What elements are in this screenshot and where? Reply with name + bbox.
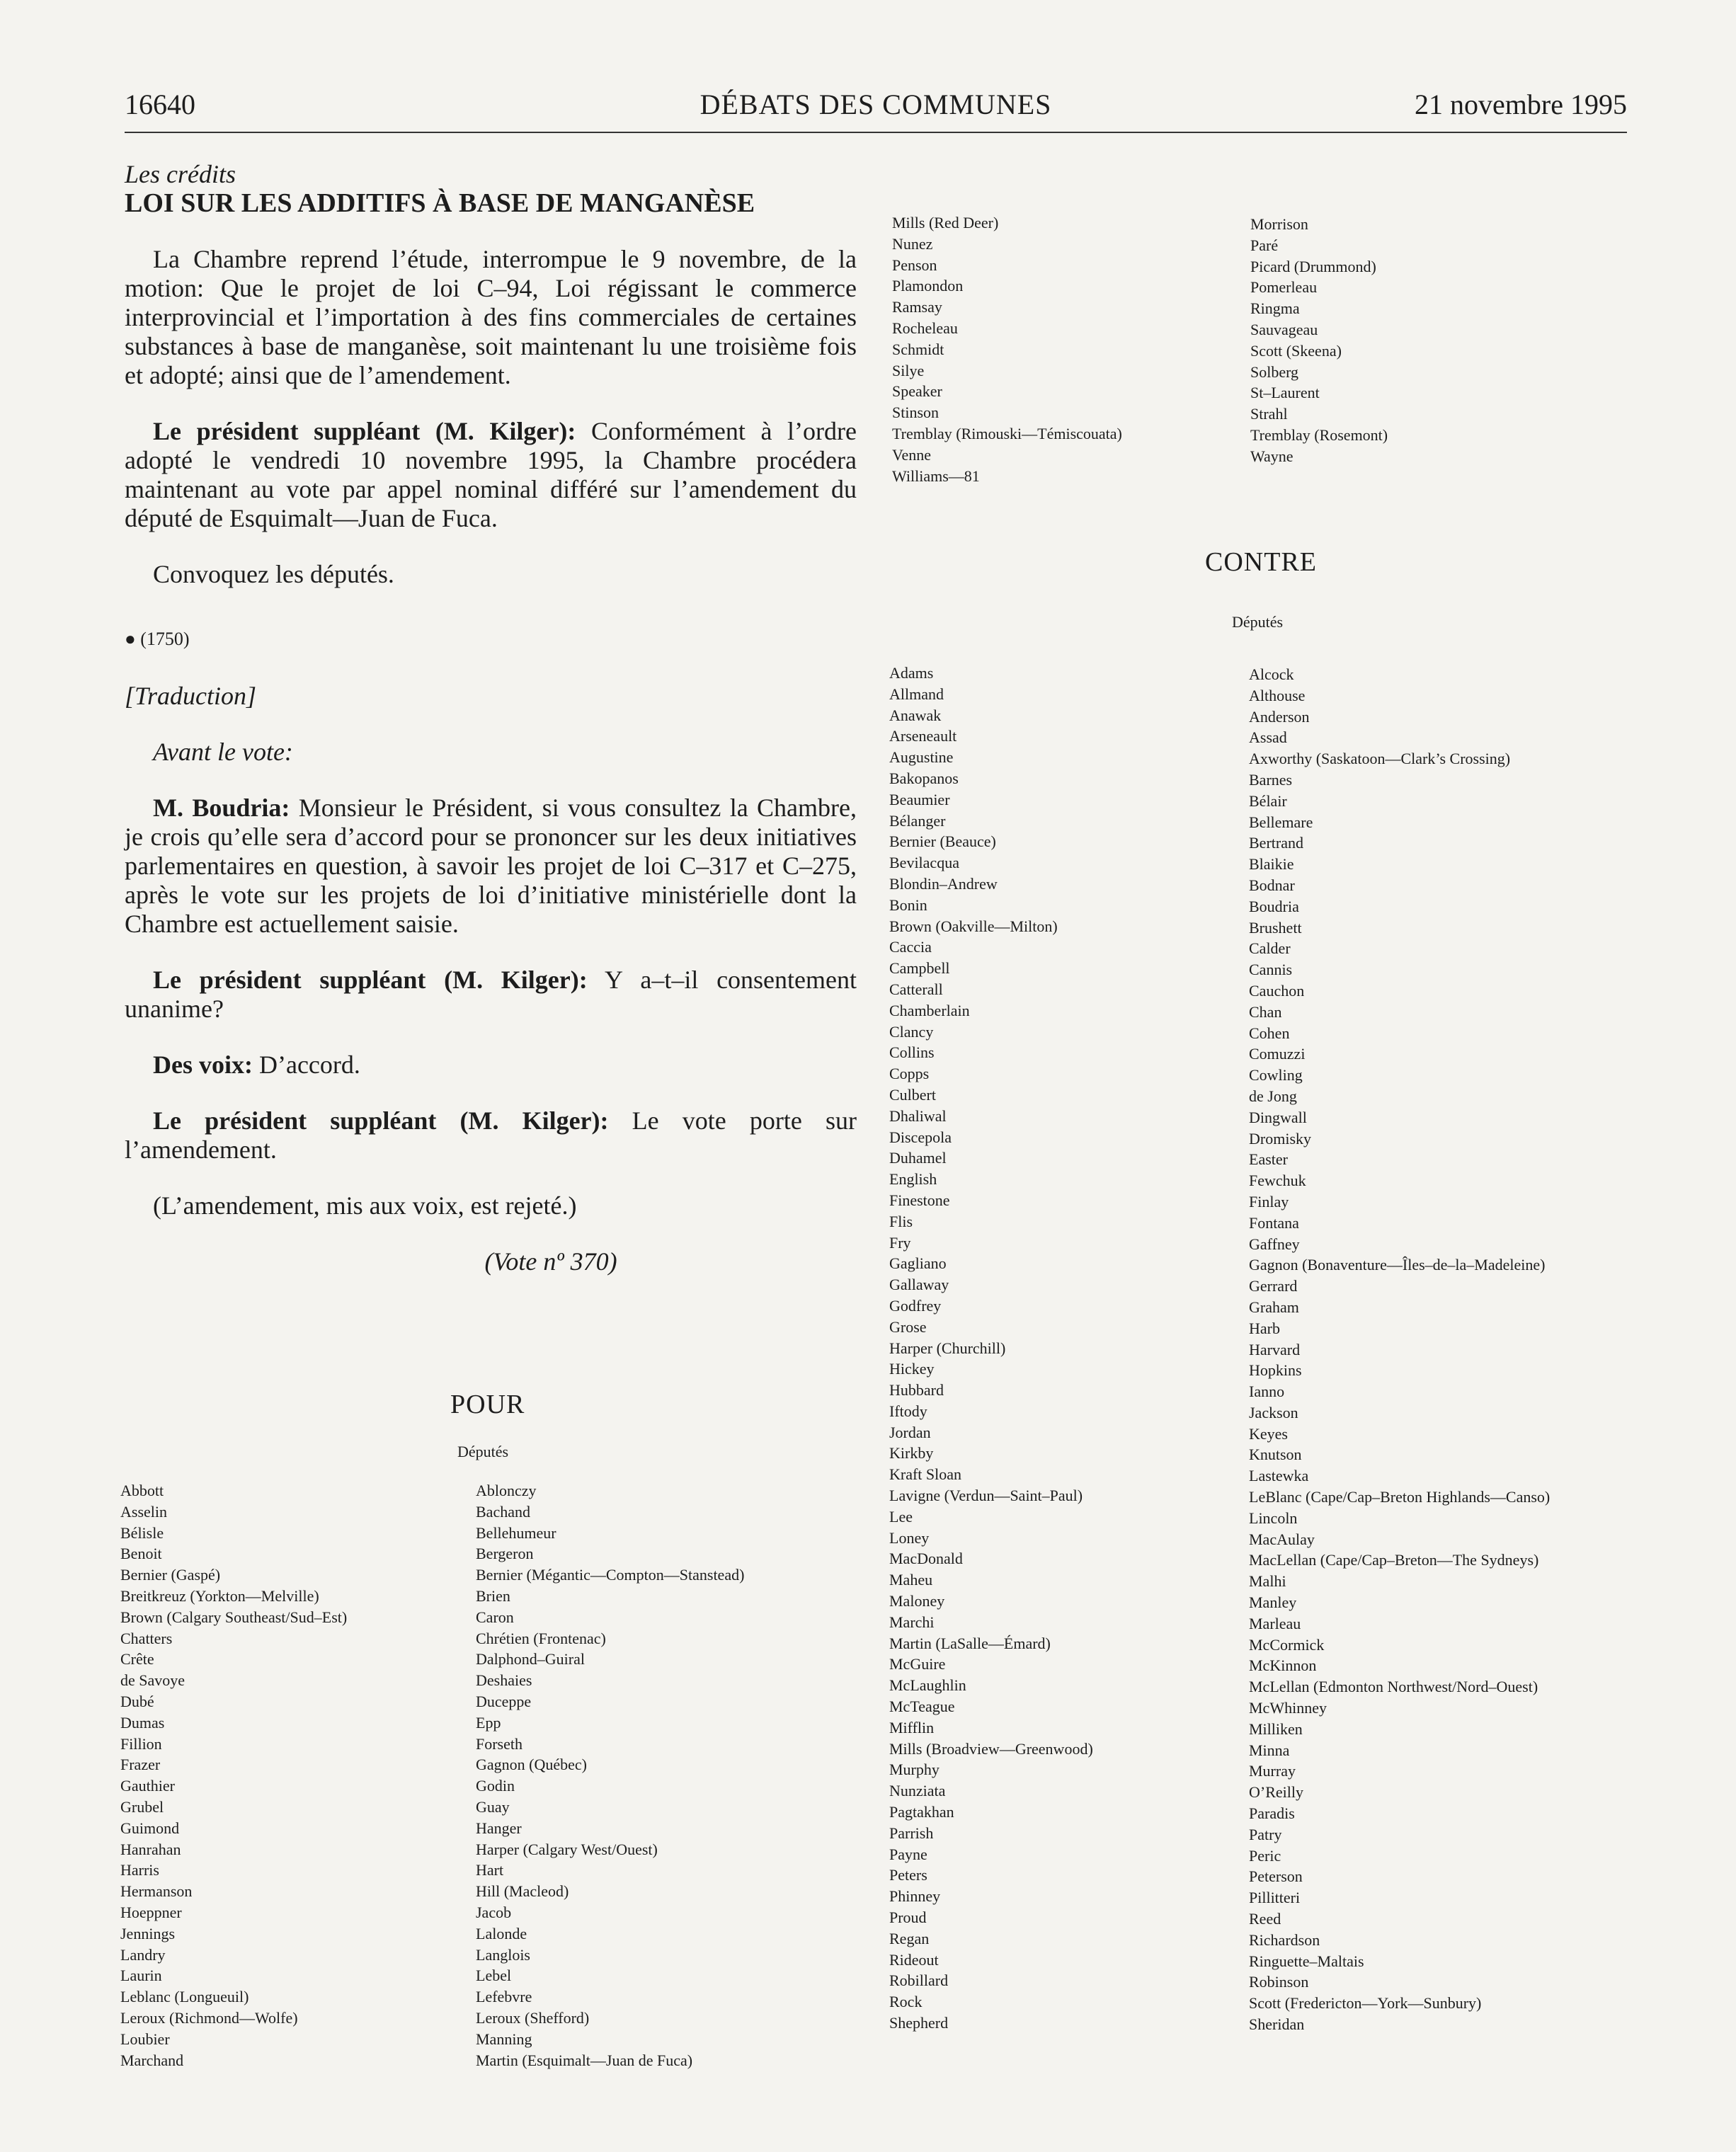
member-name: Assad (1249, 728, 1287, 747)
member-name: Leroux (Richmond—Wolfe) (120, 2008, 298, 2027)
member-name: Sauvageau (1250, 320, 1318, 338)
member-name: Deshaies (476, 1671, 532, 1690)
member-name: Ablonczy (476, 1482, 537, 1499)
member-name: Rock (889, 1993, 923, 2011)
member-name: Augustine (889, 748, 954, 767)
member-name: Plamondon (892, 277, 964, 295)
member-name: Maloney (889, 1592, 945, 1610)
member-name: McGuire (889, 1655, 946, 1673)
member-name: Lebel (476, 1967, 512, 1985)
member-name: Scott (Skeena) (1250, 341, 1342, 360)
member-name: Boudria (1249, 897, 1299, 915)
member-name: Duceppe (476, 1692, 532, 1710)
member-name: Gagliano (889, 1254, 947, 1273)
member-name: MacDonald (889, 1550, 963, 1568)
pour-subheading: Députés (457, 1443, 509, 1460)
member-name: Calder (1249, 939, 1291, 958)
member-name: Martin (LaSalle—Émard) (889, 1634, 1051, 1652)
member-name: Jennings (120, 1924, 175, 1942)
member-name: McLellan (Edmonton Northwest/Nord–Ouest) (1249, 1678, 1538, 1696)
member-name: Gerrard (1249, 1277, 1298, 1295)
member-name: Alcock (1249, 665, 1294, 683)
member-name: Dingwall (1249, 1108, 1307, 1126)
member-name: Ringma (1250, 299, 1300, 318)
member-name: Anawak (889, 706, 942, 724)
member-name: Harvard (1249, 1340, 1301, 1358)
pour-column-4 (1250, 214, 1388, 467)
member-name: Kraft Sloan (889, 1465, 962, 1484)
member-name: Godfrey (889, 1296, 942, 1315)
member-name: Breitkreuz (Yorkton—Melville) (120, 1586, 319, 1605)
member-name: Chan (1249, 1002, 1282, 1021)
member-name: Crête (120, 1650, 154, 1669)
member-name: Gallaway (889, 1276, 949, 1294)
member-name: Benoit (120, 1545, 162, 1563)
pour-column-3 (892, 212, 1122, 486)
member-name: Bellemare (1249, 813, 1313, 831)
member-name: Murray (1249, 1762, 1296, 1780)
member-name: Brown (Calgary Southeast/Sud–Est) (120, 1608, 348, 1626)
member-name: Parrish (889, 1824, 934, 1842)
member-name: Rocheleau (892, 319, 958, 337)
bill-heading: LOI SUR LES ADDITIFS À BASE DE MANGANÈSE (125, 188, 755, 218)
member-name: Finestone (889, 1191, 950, 1209)
debate-text (125, 160, 857, 1276)
paragraph (125, 417, 857, 533)
member-name: Hill (Macleod) (476, 1882, 569, 1901)
member-name: Copps (889, 1065, 930, 1083)
member-name: Minna (1249, 1741, 1290, 1759)
member-name: Lee (889, 1507, 913, 1526)
member-name: Marleau (1249, 1614, 1301, 1632)
section-title: Les crédits (125, 160, 236, 188)
member-name: Arseneault (889, 727, 957, 745)
member-name: McKinnon (1249, 1656, 1317, 1675)
member-name: McWhinney (1249, 1699, 1327, 1717)
member-name: Dromisky (1249, 1129, 1311, 1147)
member-name: Godin (476, 1777, 515, 1795)
member-name: de Savoye (120, 1671, 185, 1690)
member-name: Leroux (Shefford) (476, 2008, 590, 2027)
timestamp (125, 624, 857, 653)
member-name: Dhaliwal (889, 1106, 947, 1125)
member-name: Grose (889, 1317, 927, 1336)
member-name: Mills (Broadview—Greenwood) (889, 1739, 1093, 1758)
member-name: Bakopanos (889, 769, 959, 787)
member-name: Hanger (476, 1819, 522, 1837)
member-name: Martin (Esquimalt—Juan de Fuca) (476, 2051, 693, 2069)
member-name: Dalphond–Guiral (476, 1650, 585, 1669)
member-name: Regan (889, 1929, 930, 1947)
member-name: Hubbard (889, 1381, 944, 1400)
member-name: Hart (476, 1861, 504, 1879)
member-name: Fillion (120, 1734, 162, 1753)
member-name: Venne (892, 445, 931, 464)
member-name: Nunez (892, 234, 933, 253)
member-name: Nunziata (889, 1782, 946, 1800)
member-name: Chatters (120, 1629, 173, 1647)
member-name: Robinson (1249, 1973, 1309, 1991)
member-name: Gauthier (120, 1777, 175, 1795)
paragraph (125, 794, 857, 939)
member-name: McTeague (889, 1698, 955, 1716)
member-name: LeBlanc (Cape/Cap–Breton Highlands—Canso) (1249, 1488, 1551, 1506)
member-name: Knutson (1249, 1446, 1302, 1464)
member-name: St–Laurent (1250, 384, 1320, 402)
member-name: Abbott (120, 1482, 164, 1499)
member-name: Solberg (1250, 362, 1299, 381)
member-name: Gaffney (1249, 1235, 1300, 1253)
member-name: Brown (Oakville—Milton) (889, 917, 1058, 935)
member-name: Bellehumeur (476, 1523, 556, 1542)
paragraph (125, 1106, 857, 1164)
member-name: MacLellan (Cape/Cap–Breton—The Sydneys) (1249, 1551, 1539, 1569)
member-name: Landry (120, 1945, 166, 1964)
member-name: Campbell (889, 959, 950, 978)
member-name: Lefebvre (476, 1988, 532, 2006)
paragraph: (L’amendement, mis aux voix, est rejeté.) (153, 1191, 577, 1220)
member-name: Silye (892, 361, 925, 379)
member-name: Fontana (1249, 1213, 1299, 1232)
member-name: Grubel (120, 1797, 164, 1816)
speaker-name: Le président suppléant (M. Kilger): (153, 966, 588, 994)
member-name: Hermanson (120, 1882, 193, 1901)
member-name: Discepola (889, 1128, 952, 1146)
member-name: Comuzzi (1249, 1045, 1306, 1063)
member-name: Loubier (120, 2030, 170, 2048)
contre-subheading: Députés (1232, 613, 1284, 631)
member-name: Kirkby (889, 1444, 934, 1463)
speech-text: Y a–t–il consentement unanime? (125, 966, 857, 1023)
member-name: McLaughlin (889, 1676, 966, 1695)
member-name: Forseth (476, 1734, 522, 1753)
member-name: Scott (Fredericton—York—Sunbury) (1249, 1994, 1482, 2013)
member-name: Iftody (889, 1402, 927, 1420)
member-name: Dubé (120, 1692, 154, 1710)
bullet-icon: ● (125, 629, 136, 649)
member-name: Bernier (Gaspé) (120, 1566, 221, 1584)
member-name: Asselin (120, 1502, 167, 1521)
member-name: Robillard (889, 1971, 949, 1990)
member-name: Mills (Red Deer) (892, 214, 999, 231)
speech-text: D’accord. (252, 1051, 360, 1079)
member-name: Loney (889, 1528, 930, 1547)
member-name: Jordan (889, 1423, 931, 1441)
member-name: Peters (889, 1866, 927, 1884)
member-name: Picard (Drummond) (1250, 257, 1376, 275)
member-name: Richardson (1249, 1930, 1320, 1949)
member-name: Tremblay (Rosemont) (1250, 425, 1388, 444)
member-name: Patry (1249, 1825, 1282, 1843)
member-name: Lastewka (1249, 1467, 1309, 1485)
member-name: Langlois (476, 1945, 530, 1964)
member-name: Peric (1249, 1846, 1281, 1865)
member-name: Paré (1250, 236, 1279, 254)
member-name: Hickey (889, 1360, 935, 1378)
member-name: Bachand (476, 1502, 530, 1521)
member-name: Payne (889, 1845, 927, 1863)
member-name: Penson (892, 256, 937, 274)
member-name: Lavigne (Verdun—Saint–Paul) (889, 1487, 1083, 1505)
speech-text: Conformément à l’ordre adopté le vendredi 10 novembre 1995, la Chambre procédera maintenant au vote par appel nominal différé sur l’amendement du député de Esquimalt—Juan de Fuca. (125, 417, 857, 532)
vote-number: (Vote nº 370) (484, 1247, 617, 1276)
member-name: Blaikie (1249, 855, 1294, 874)
member-name: Graham (1249, 1298, 1299, 1316)
member-name: Harper (Calgary West/Ouest) (476, 1840, 658, 1858)
member-name: Cohen (1249, 1024, 1290, 1042)
member-name: Bergeron (476, 1545, 534, 1563)
publication-title: DÉBATS DES COMMUNES (699, 88, 1052, 120)
member-name: Brushett (1249, 918, 1302, 937)
speaker-name: Le président suppléant (M. Kilger): (153, 417, 576, 445)
paragraph (125, 1051, 857, 1080)
speech-text: Monsieur le Président, si vous consultez la Chambre, je crois qu’elle sera d’accord pour se prononcer sur les deux initiatives parlementaires en question, à savoir les projet de loi C–317 et C–275, après le vote sur les projets de loi d’initiative ministérielle dont la Chambre est actuellement saisie. (125, 794, 857, 938)
translation-note: [Traduction] (125, 682, 257, 710)
member-name: Hanrahan (120, 1840, 181, 1858)
member-name: Guimond (120, 1819, 180, 1837)
member-name: Bernier (Beauce) (889, 832, 996, 851)
member-name: Bélair (1249, 791, 1287, 810)
member-name: Speaker (892, 382, 942, 401)
member-name: Bevilacqua (889, 854, 959, 872)
member-name: Phinney (889, 1887, 941, 1906)
member-name: Manley (1249, 1593, 1297, 1612)
member-name: Gagnon (Bonaventure—Îles–de–la–Madeleine) (1249, 1256, 1546, 1274)
speaker-name: Le président suppléant (M. Kilger): (153, 1106, 609, 1135)
page-header (125, 86, 1627, 133)
publication-date: 21 novembre 1995 (1415, 88, 1627, 120)
member-name: Duhamel (889, 1149, 947, 1167)
member-name: Tremblay (Rimouski—Témiscouata) (892, 424, 1122, 442)
member-name: Sheridan (1249, 2015, 1305, 2033)
member-name: English (889, 1170, 937, 1189)
member-name: Clancy (889, 1022, 934, 1041)
member-name: Culbert (889, 1085, 936, 1104)
speaker-name: M. Boudria: (153, 794, 290, 822)
member-name: Cowling (1249, 1066, 1303, 1084)
member-name: Cannis (1249, 961, 1293, 979)
member-name: Beaumier (889, 790, 950, 808)
member-name: Milliken (1249, 1719, 1303, 1738)
member-name: Lalonde (476, 1924, 527, 1942)
member-name: Bertrand (1249, 834, 1303, 852)
member-name: Epp (476, 1713, 501, 1732)
member-name: Maheu (889, 1571, 933, 1589)
member-name: McCormick (1249, 1635, 1325, 1654)
paragraph (125, 966, 857, 1024)
member-name: Allmand (889, 685, 944, 703)
member-name: Frazer (120, 1756, 161, 1774)
member-name: Chamberlain (889, 1001, 970, 1019)
member-name: Wayne (1250, 447, 1294, 465)
member-name: Peterson (1249, 1867, 1303, 1886)
contre-column-2 (1249, 664, 1550, 2035)
member-name: Shepherd (889, 2014, 949, 2032)
member-name: Stinson (892, 404, 940, 422)
member-name: Fry (889, 1233, 911, 1252)
contre-column-1 (889, 663, 1093, 2034)
paragraph: La Chambre reprend l’étude, interrompue le 9 novembre, de la motion: Que le projet de loi C–94, Loi régissant le commerce interprovincial et l’importation à des fins commerciales de certaines substances à base de manganèse, soit maintenant lu une troisième fois et adopté; ainsi que de l’amendement. (125, 245, 857, 389)
member-name: Lincoln (1249, 1509, 1298, 1527)
member-name: Harper (Churchill) (889, 1339, 1006, 1357)
contre-heading: CONTRE (1205, 547, 1317, 577)
page-number: 16640 (125, 88, 195, 120)
member-name: Hoeppner (120, 1903, 182, 1921)
member-name: Althouse (1249, 686, 1306, 704)
member-name: Malhi (1249, 1572, 1286, 1591)
member-name: Barnes (1249, 770, 1293, 789)
member-name: Jacob (476, 1903, 512, 1921)
member-name: Murphy (889, 1761, 940, 1779)
member-name: Strahl (1250, 405, 1288, 423)
member-name: Caccia (889, 938, 932, 956)
member-name: Adams (889, 664, 934, 682)
member-name: Leblanc (Longueuil) (120, 1988, 249, 2006)
member-name: Easter (1249, 1150, 1288, 1169)
member-name: Pagtakhan (889, 1803, 954, 1821)
member-name: Harb (1249, 1319, 1280, 1337)
member-name: Brien (476, 1586, 510, 1605)
member-name: Dumas (120, 1713, 165, 1732)
member-name: Harris (120, 1861, 159, 1879)
member-name: de Jong (1249, 1087, 1297, 1105)
member-name: Schmidt (892, 340, 944, 358)
member-name: Keyes (1249, 1424, 1288, 1443)
before-vote-note: Avant le vote: (153, 738, 293, 766)
member-name: Rideout (889, 1950, 939, 1969)
speaker-name: Des voix: (153, 1051, 253, 1079)
member-name: Bélisle (120, 1523, 164, 1542)
member-name: Finlay (1249, 1192, 1289, 1210)
member-name: Bernier (Mégantic—Compton—Stanstead) (476, 1566, 745, 1584)
member-name: Axworthy (Saskatoon—Clark’s Crossing) (1249, 750, 1511, 768)
member-name: Bodnar (1249, 876, 1295, 894)
member-name: Cauchon (1249, 981, 1305, 1000)
member-name: Ringuette–Maltais (1249, 1952, 1364, 1970)
member-name: Marchi (889, 1613, 935, 1631)
member-name: Reed (1249, 1910, 1281, 1928)
member-name: Ianno (1249, 1383, 1285, 1401)
member-name: Bonin (889, 895, 927, 914)
member-name: Flis (889, 1212, 913, 1230)
member-name: Mifflin (889, 1718, 935, 1736)
member-name: Fewchuk (1249, 1172, 1306, 1190)
member-name: Gagnon (Québec) (476, 1756, 587, 1774)
pour-column-2 (476, 1480, 744, 2071)
member-name: Hopkins (1249, 1361, 1302, 1380)
member-name: Marchand (120, 2051, 184, 2069)
time-label: (1750) (140, 629, 190, 649)
pour-column-1 (120, 1480, 347, 2071)
member-name: Bélanger (889, 811, 946, 830)
member-name: Paradis (1249, 1804, 1295, 1823)
member-name: Anderson (1249, 707, 1310, 726)
member-name: Pillitteri (1249, 1889, 1301, 1907)
member-name: Guay (476, 1797, 510, 1816)
member-name: Williams—81 (892, 467, 980, 485)
member-name: Ramsay (892, 298, 942, 316)
speech-text: Le vote porte sur l’amendement. (125, 1106, 857, 1164)
member-name: Proud (889, 1908, 927, 1927)
paragraph: Convoquez les députés. (153, 560, 394, 588)
pour-heading: POUR (450, 1390, 525, 1419)
member-name: Catterall (889, 980, 943, 998)
member-name: MacAulay (1249, 1530, 1315, 1548)
member-name: O’Reilly (1249, 1783, 1303, 1802)
member-name: Blondin–Andrew (889, 874, 998, 893)
member-name: Collins (889, 1043, 935, 1062)
member-name: Caron (476, 1608, 514, 1626)
member-name: Pomerleau (1250, 278, 1318, 297)
member-name: Manning (476, 2030, 532, 2048)
member-name: Chrétien (Frontenac) (476, 1629, 606, 1647)
member-name: Laurin (120, 1967, 162, 1985)
member-name: Morrison (1250, 215, 1308, 233)
member-name: Jackson (1249, 1403, 1298, 1421)
